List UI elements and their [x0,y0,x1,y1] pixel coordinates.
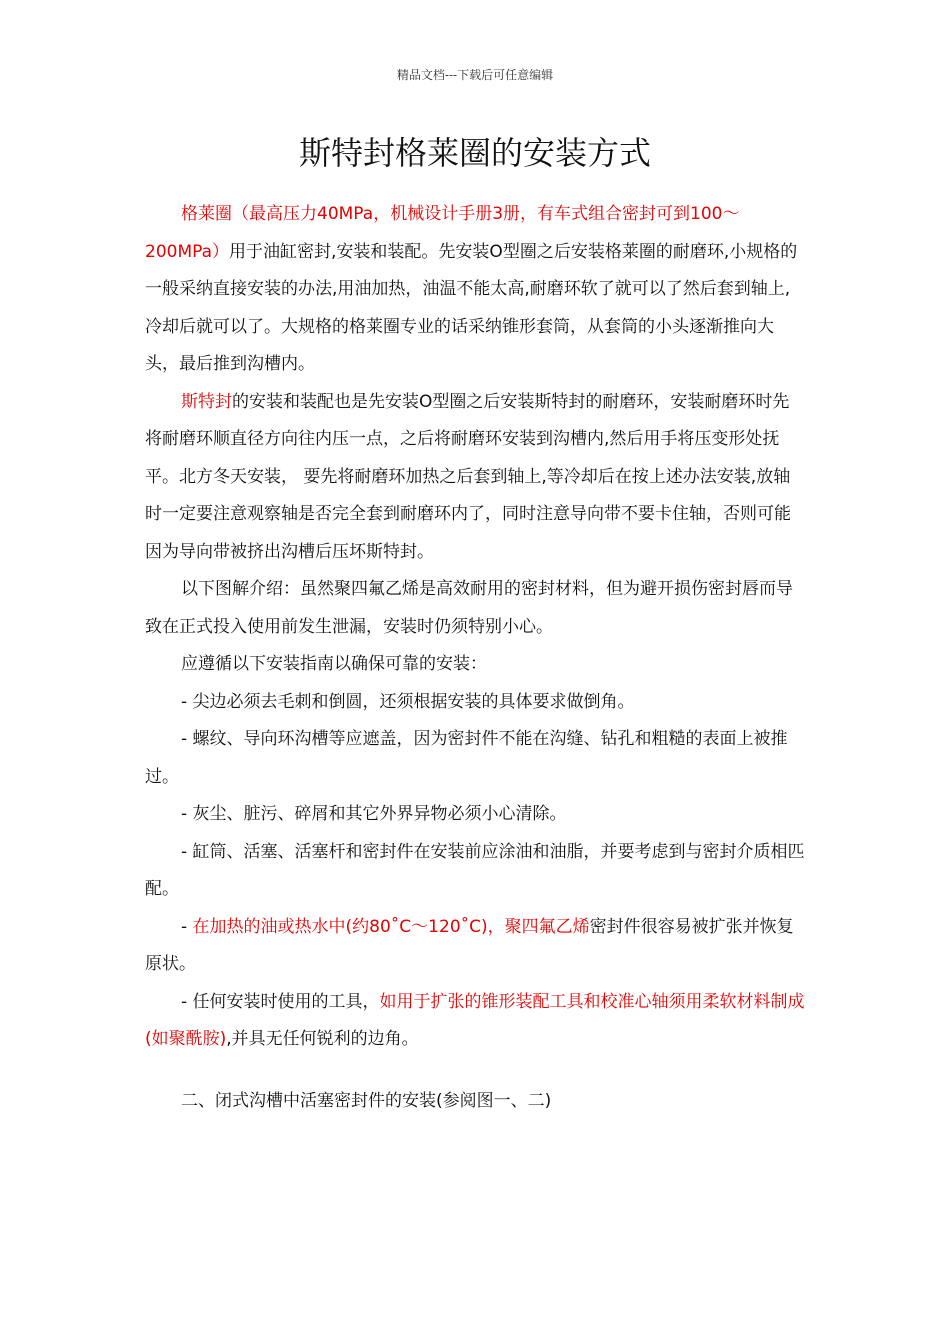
section-2-heading: 二、闭式沟槽中活塞密封件的安装(参阅图一、二) [181,1090,552,1111]
guideline-item-2: - 螺纹、导向环沟槽等应遮盖，因为密封件不能在沟缝、钻孔和粗糙的表面上被推过。 [145,729,788,787]
guideline-item-5-prefix: - [181,916,193,937]
glyd-ring-text: 用于油缸密封,安装和装配。先安装O型圈之后安装格莱圈的耐磨环,小规格的一般采纳直接安装的办法,用油加热，油温不能太高,耐磨环软了就可以了然后套到轴上,冷却后就可以了。大规格的格莱圈专业的话采纳锥形套筒，从套筒的小头逐渐推向大头，最后推到沟槽内。 [145,241,798,374]
guideline-item-5-text: 密封件很容易被扩张并恢复原状。 [145,916,794,974]
guideline-item-6-text: ,并具无任何锐利的边角。 [226,1029,419,1049]
paragraph-glyd-ring [145,196,805,384]
paragraph-intro: 以下图解介绍：虽然聚四氟乙烯是高效耐用的密封材料，但为避开损伤密封唇而导致在正式投入使用前发生泄漏，安装时仍须特别小心。 [145,579,793,637]
guideline-item-3: - 灰尘、脏污、碎屑和其它外界异物必须小心清除。 [181,804,567,824]
document-body [145,196,805,1120]
guideline-item-4: - 缸筒、活塞、活塞杆和密封件在安装前应涂油和油脂，并要考虑到与密封介质相匹配。 [145,841,805,899]
page-header: 精品文档---下载后可任意编辑 [396,68,554,82]
guideline-item-6-prefix: - 任何安装时使用的工具， [181,991,380,1012]
document-title: 斯特封格莱圈的安装方式 [298,134,651,172]
section-spacer [145,1059,805,1083]
glyd-ring-highlight: 格莱圈（最高压力40MPa，机械设计手册3册，有车式组合密封可到100～200MPa） [145,204,740,262]
guideline-item-6-highlight: 如用于扩张的锥形装配工具和校准心轴须用柔软材料制成(如聚酰胺) [145,991,805,1049]
guideline-item-6 [145,984,805,1059]
guideline-item-1: - 尖边必须去毛刺和倒圆，还须根据安装的具体要求做倒角。 [181,691,635,712]
step-seal-text: 的安装和装配也是先安装O型圈之后安装斯特封的耐磨环，安装耐磨环时先将耐磨环顺直径方向往内压一点，之后将耐磨环安装到沟槽内,然后用手将压变形处抚平。北方冬天安装， 要先将耐磨环加热之后套到轴上,等冷却后在按上述办法安装,放轴时一定要注意观察轴是否完全套到耐磨环内了，同时注意导向带不要卡住轴，否则可能因为导向带被挤出沟槽后压坏斯特封。 [145,391,791,562]
guideline-item-5-highlight: 在加热的油或热水中(约80˚C～120˚C)，聚四氟乙烯 [192,916,590,937]
paragraph-step-seal [145,384,805,572]
step-seal-highlight: 斯特封 [181,391,232,412]
paragraph-guidelines-heading: 应遵循以下安装指南以确保可靠的安装： [181,654,487,674]
guideline-item-5 [145,909,805,984]
